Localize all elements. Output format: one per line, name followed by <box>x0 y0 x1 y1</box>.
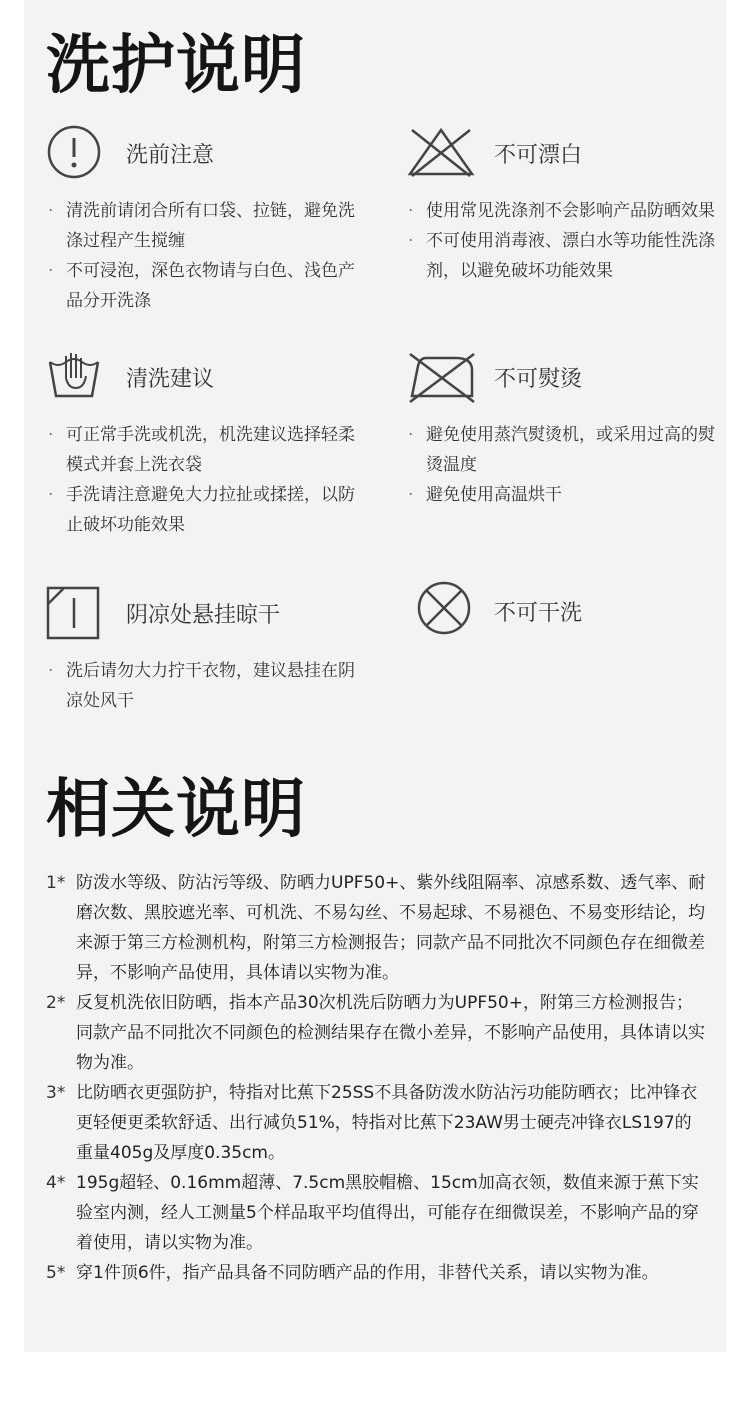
care-bullet: · 洗后请勿大力拧干衣物，建议悬挂在阴凉处风干 <box>48 661 355 711</box>
care-label: 不可干洗 <box>494 601 583 626</box>
care-bullet: · 不可使用消毒液、漂白水等功能性洗涤剂，以避免破坏功能效果 <box>408 231 715 281</box>
care-title: 洗护说明 <box>46 29 306 103</box>
note-item: 5* 穿1件顶6件，指产品具备不同防晒产品的作用，非替代关系，请以实物为准。 <box>46 1263 659 1283</box>
care-bullet: · 清洗前请闭合所有口袋、拉链，避免洗涤过程产生搅缠 <box>48 201 355 251</box>
care-label: 清洗建议 <box>126 367 215 392</box>
content-panel <box>24 0 726 1352</box>
care-bullet: · 不可浸泡，深色衣物请与白色、浅色产品分开洗涤 <box>48 261 355 311</box>
no-dry-clean-icon <box>416 580 472 636</box>
care-label: 洗前注意 <box>126 143 215 168</box>
care-section-wash-advice <box>46 348 376 535</box>
care-section-pre-wash <box>46 124 376 311</box>
line-dry-shade-icon <box>46 584 102 640</box>
care-bullet: · 避免使用蒸汽熨烫机，或采用过高的熨烫温度 <box>408 425 715 475</box>
care-bullet: · 使用常见洗涤剂不会影响产品防晒效果 <box>408 201 715 221</box>
note-item: 1* 防泼水等级、防沾污等级、防晒力UPF50+、紫外线阻隔率、凉感系数、透气率、耐磨次数、黑胶遮光率、可机洗、不易勾丝、不易起球、不易褪色、不易变形结论，均来源于第三方检测机构，附第三方检测报告；同款产品不同批次不同颜色存在细微差异，不影响产品使用，具体请以实物为准。 <box>46 873 706 983</box>
no-iron-icon <box>406 348 478 404</box>
notes-title: 相关说明 <box>46 773 306 847</box>
notes-list <box>46 868 706 1288</box>
note-item: 4* 195g超轻、0.16mm超薄、7.5cm黑胶帽檐、15cm加高衣领，数值来源于蕉下实验室内测，经人工测量5个样品取平均值得出，可能存在细微误差，不影响产品的穿着使用，请以实物为准。 <box>46 1173 699 1253</box>
care-label: 不可漂白 <box>494 143 583 168</box>
care-bullet: · 避免使用高温烘干 <box>408 485 562 505</box>
exclamation-circle-icon <box>46 124 102 180</box>
care-section-no-bleach <box>406 124 736 281</box>
hand-wash-icon <box>46 348 102 404</box>
care-bullet: · 可正常手洗或机洗，机洗建议选择轻柔模式并套上洗衣袋 <box>48 425 355 475</box>
note-item: 3* 比防晒衣更强防护，特指对比蕉下25SS不具备防泼水防沾污功能防晒衣；比冲锋衣更轻便更柔软舒适、出行减负51%，特指对比蕉下23AW男士硬壳冲锋衣LS197的重量405g及厚度0.35cm。 <box>46 1083 698 1163</box>
care-section-no-dry-clean <box>416 580 746 640</box>
no-bleach-icon <box>406 124 476 180</box>
note-item: 2* 反复机洗依旧防晒，指本产品30次机洗后防晒力为UPF50+，附第三方检测报告；同款产品不同批次不同颜色的检测结果存在微小差异，不影响产品使用，具体请以实物为准。 <box>46 993 705 1073</box>
care-label: 阴凉处悬挂晾干 <box>126 603 281 628</box>
care-section-line-dry <box>46 584 376 711</box>
care-section-no-iron <box>406 348 736 505</box>
care-bullet: · 手洗请注意避免大力拉扯或揉搓，以防止破坏功能效果 <box>48 485 355 535</box>
care-label: 不可熨烫 <box>494 367 583 392</box>
